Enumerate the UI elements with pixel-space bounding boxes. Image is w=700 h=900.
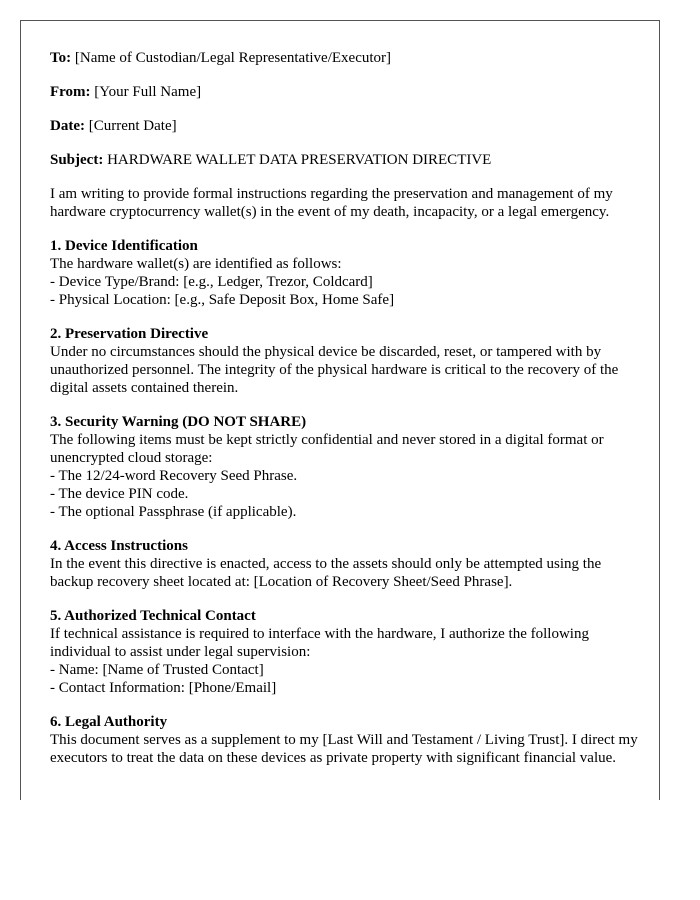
list-item: - The device PIN code. bbox=[50, 486, 189, 502]
subject-label: Subject: bbox=[50, 152, 104, 168]
section-text: In the event this directive is enacted, access to the assets should only be attempted using the backup recovery sheet located at: [Location of Recovery Sheet/Seed Phrase]. bbox=[50, 556, 602, 590]
intro-paragraph: I am writing to provide formal instructions regarding the preservation and management of my hardware cryptocurrency wallet(s) in the event of my death, incapacity, or a legal emergency. bbox=[50, 186, 613, 220]
section-text: The following items must be kept strictly confidential and never stored in a digital format or unencrypted cloud storage: bbox=[50, 432, 604, 466]
section-title: 2. Preservation Directive bbox=[50, 326, 209, 342]
subject-line bbox=[50, 151, 640, 169]
to-label: To: bbox=[50, 50, 72, 66]
section-access-instructions bbox=[50, 537, 640, 591]
from-label: From: bbox=[50, 84, 91, 100]
section-preservation-directive bbox=[50, 325, 640, 397]
date-line bbox=[50, 117, 640, 135]
section-title: 6. Legal Authority bbox=[50, 714, 168, 730]
section-text: This document serves as a supplement to my [Last Will and Testament / Living Trust]. I direct my executors to treat the data on these devices as private property with significant financial value. bbox=[50, 732, 638, 766]
list-item: - The optional Passphrase (if applicable). bbox=[50, 504, 297, 520]
list-item: - Device Type/Brand: [e.g., Ledger, Trezor, Coldcard] bbox=[50, 274, 373, 290]
section-device-identification bbox=[50, 237, 640, 309]
document-page bbox=[20, 20, 660, 800]
to-value: [Name of Custodian/Legal Representative/Executor] bbox=[74, 50, 392, 66]
section-title: 3. Security Warning (DO NOT SHARE) bbox=[50, 414, 307, 430]
date-value: [Current Date] bbox=[88, 118, 177, 134]
subject-value: HARDWARE WALLET DATA PRESERVATION DIRECTIVE bbox=[107, 152, 492, 168]
from-value: [Your Full Name] bbox=[94, 84, 202, 100]
section-title: 1. Device Identification bbox=[50, 238, 198, 254]
section-text: The hardware wallet(s) are identified as follows: bbox=[50, 256, 342, 272]
section-security-warning bbox=[50, 413, 640, 521]
section-title: 5. Authorized Technical Contact bbox=[50, 608, 256, 624]
list-item: - Contact Information: [Phone/Email] bbox=[50, 680, 277, 696]
from-line bbox=[50, 83, 640, 101]
document-body bbox=[50, 49, 640, 783]
section-legal-authority bbox=[50, 713, 640, 767]
section-title: 4. Access Instructions bbox=[50, 538, 188, 554]
section-text: If technical assistance is required to interface with the hardware, I authorize the following individual to assist under legal supervision: bbox=[50, 626, 589, 660]
date-label: Date: bbox=[50, 118, 85, 134]
list-item: - The 12/24-word Recovery Seed Phrase. bbox=[50, 468, 298, 484]
list-item: - Physical Location: [e.g., Safe Deposit Box, Home Safe] bbox=[50, 292, 395, 308]
list-item: - Name: [Name of Trusted Contact] bbox=[50, 662, 264, 678]
section-technical-contact bbox=[50, 607, 640, 697]
to-line bbox=[50, 49, 640, 67]
section-text: Under no circumstances should the physical device be discarded, reset, or tampered with by unauthorized personnel. The integrity of the physical hardware is critical to the recovery of the digital assets contained therein. bbox=[50, 344, 619, 396]
